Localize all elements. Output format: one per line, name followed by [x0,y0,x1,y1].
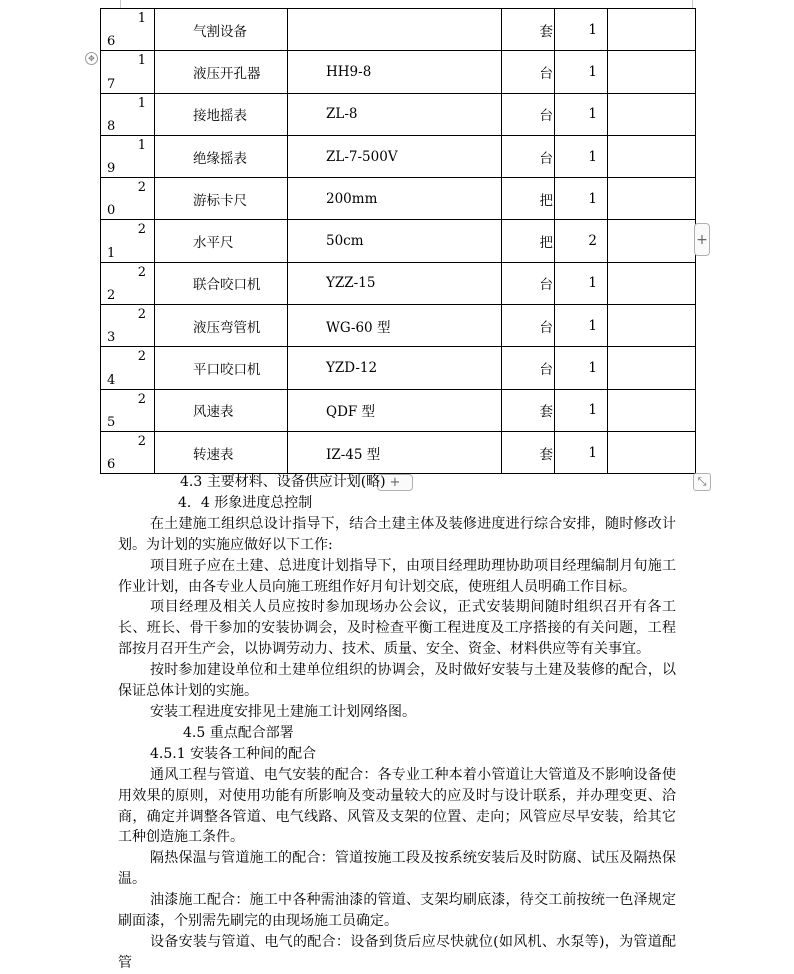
row-number-units: 6 [107,34,116,50]
row-number-tens: 2 [137,180,146,196]
quantity-cell[interactable]: 1 [555,262,608,304]
quantity-cell[interactable]: 1 [555,51,608,93]
remark-cell[interactable] [608,9,696,51]
row-number-units: 4 [107,372,116,388]
row-number-cell[interactable] [101,347,155,389]
unit-cell[interactable]: 套 [502,9,555,51]
heading-4-4: 4．4 形象进度总控制 [178,494,313,511]
row-number-tens: 2 [137,433,146,449]
quantity-cell[interactable]: 1 [555,9,608,51]
unit-cell[interactable]: 台 [502,93,555,135]
unit-cell[interactable]: 把 [502,220,555,262]
row-number-cell[interactable] [101,9,155,51]
table-row [101,51,696,93]
remark-cell[interactable] [608,389,696,431]
row-number-tens: 1 [137,11,146,26]
paragraph-insulation: 隔热保温与管道施工的配合：管道按施工段及按系统安装后及时防腐、试压及隔热保温。 [118,850,676,888]
paragraph-ventilation: 通风工程与管道、电气安装的配合：各专业工种本着小管道让大管道及不影响设备使用效果的原则，对使用功能有所影响及变动量较大的应及时与设计联系，并办理变更、洽商，确定并调整各管道、电气线路、风管及支架的位置、走向；风管应尽早安装，给其它工种创造施工条件。 [118,766,676,846]
quantity-cell[interactable]: 2 [555,220,608,262]
equipment-name-cell[interactable]: 游标卡尺 [155,178,288,220]
remark-cell[interactable] [608,178,696,220]
row-number-tens: 2 [137,264,146,280]
quantity-cell[interactable]: 1 [555,305,608,347]
previous-page-table-edge [120,0,693,8]
heading-4-5: 4.5 重点配合部署 [183,724,294,741]
paragraph-plan-intro: 在土建施工组织总设计指导下，结合土建主体及装修进度进行综合安排，随时修改计划。为计划的实施应做好以下工作: [118,515,676,553]
model-cell[interactable]: YZZ-15 [288,262,502,304]
table-row [101,9,696,51]
row-number-cell[interactable] [101,220,155,262]
row-number-tens: 1 [137,95,146,111]
table-row [101,93,696,135]
equipment-name-cell[interactable]: 水平尺 [155,220,288,262]
heading-4-3: 4.3 主要材料、设备供应计划(略) [180,474,386,490]
table-row [101,389,696,431]
add-table-row-below-button[interactable]: + [377,474,413,491]
remark-cell[interactable] [608,51,696,93]
paragraph-team-plan: 项目班子应在土建、总进度计划指导下，由项目经理助理协助项目经理编制月旬施工作业计划，由各专业人员向施工班组作好月旬计划交底，使班组人员明确工作目标。 [118,557,676,595]
equipment-name-cell[interactable]: 平口咬口机 [155,347,288,389]
table-row [101,431,696,473]
equipment-name-cell[interactable]: 绝缘摇表 [155,135,288,177]
add-row-button[interactable]: + [694,223,710,256]
paragraph-painting: 油漆施工配合：施工中各种需油漆的管道、支架均刷底漆，待交工前按统一色泽规定刷面漆，个别需先刷完的由现场施工员确定。 [118,892,676,930]
row-number-cell[interactable] [101,93,155,135]
row-number-units: 6 [107,457,116,473]
table-row [101,178,696,220]
row-number-cell[interactable] [101,262,155,304]
quantity-cell[interactable]: 1 [555,431,608,473]
unit-cell[interactable]: 套 [502,431,555,473]
table-move-handle-icon[interactable]: ✥ [85,52,98,65]
row-number-cell[interactable] [101,431,155,473]
row-number-cell[interactable] [101,135,155,177]
remark-cell[interactable] [608,220,696,262]
model-cell[interactable]: 200mm [288,178,502,220]
row-number-units: 2 [107,288,116,304]
row-number-cell[interactable] [101,51,155,93]
model-cell[interactable]: YZD-12 [288,347,502,389]
remark-cell[interactable] [608,135,696,177]
quantity-cell[interactable]: 1 [555,347,608,389]
equipment-table [100,8,696,474]
row-number-tens: 2 [137,222,146,238]
model-cell[interactable]: QDF 型 [288,389,502,431]
row-number-units: 5 [107,414,116,430]
model-cell[interactable]: IZ-45 型 [288,431,502,473]
row-number-cell[interactable] [101,305,155,347]
row-number-tens: 2 [137,349,146,365]
paragraph-schedule: 安装工程进度安排见土建施工计划网络图。 [150,703,416,720]
table-row [101,347,696,389]
unit-cell[interactable]: 台 [502,262,555,304]
equipment-name-cell[interactable]: 液压开孔器 [155,51,288,93]
row-number-units: 7 [107,76,116,92]
equipment-name-cell[interactable]: 风速表 [155,389,288,431]
model-cell[interactable]: 50cm [288,220,502,262]
model-cell[interactable]: ZL-8 [288,93,502,135]
quantity-cell[interactable]: 1 [555,93,608,135]
quantity-cell[interactable]: 1 [555,135,608,177]
row-number-units: 9 [107,161,116,177]
table-resize-handle-icon[interactable]: ⤡ [693,473,711,491]
equipment-name-cell[interactable]: 接地摇表 [155,93,288,135]
row-number-cell[interactable] [101,178,155,220]
table-row [101,262,696,304]
unit-cell[interactable]: 台 [502,347,555,389]
remark-cell[interactable] [608,305,696,347]
model-cell[interactable] [288,9,502,51]
row-number-units: 8 [107,118,116,134]
table-row [101,220,696,262]
unit-cell[interactable]: 台 [502,51,555,93]
model-cell[interactable]: WG-60 型 [288,305,502,347]
unit-cell[interactable]: 把 [502,178,555,220]
unit-cell[interactable]: 台 [502,305,555,347]
remark-cell[interactable] [608,93,696,135]
equipment-name-cell[interactable]: 液压弯管机 [155,305,288,347]
equipment-name-cell[interactable]: 转速表 [155,431,288,473]
model-cell[interactable]: HH9-8 [288,51,502,93]
remark-cell[interactable] [608,347,696,389]
equipment-name-cell[interactable]: 气割设备 [155,9,288,51]
remark-cell[interactable] [608,431,696,473]
remark-cell[interactable] [608,262,696,304]
row-number-units: 3 [107,330,116,346]
equipment-name-cell[interactable]: 联合咬口机 [155,262,288,304]
quantity-cell[interactable]: 1 [555,389,608,431]
paragraph-equipment: 设备安装与管道、电气的配合：设备到货后应尽快就位(如风机、水泵等)，为管道配管 [118,933,676,971]
document-body [118,472,676,974]
table-row [101,135,696,177]
heading-4-5-1: 4.5.1 安装各工种间的配合 [150,745,317,762]
row-number-cell[interactable] [101,389,155,431]
row-number-tens: 1 [137,53,146,69]
model-cell[interactable]: ZL-7-500V [288,135,502,177]
paragraph-meetings: 项目经理及相关人员应按时参加现场办公会议，正式安装期间随时组织召开有各工长、班长、骨干参加的安装协调会，及时检查平衡工程进度及工序搭接的有关问题，工程部按月召开生产会，以协调劳动力、技术、质量、安全、资金、材料供应等有关事宜。 [118,599,676,658]
unit-cell[interactable]: 套 [502,389,555,431]
row-number-units: 1 [107,245,116,261]
paragraph-coordination: 按时参加建设单位和土建单位组织的协调会，及时做好安装与土建及装修的配合，以保证总体计划的实施。 [118,662,676,700]
quantity-cell[interactable]: 1 [555,178,608,220]
row-number-units: 0 [107,203,116,219]
row-number-tens: 2 [137,307,146,323]
row-number-tens: 1 [137,137,146,153]
unit-cell[interactable]: 台 [502,135,555,177]
table-row [101,305,696,347]
row-number-tens: 2 [137,391,146,407]
